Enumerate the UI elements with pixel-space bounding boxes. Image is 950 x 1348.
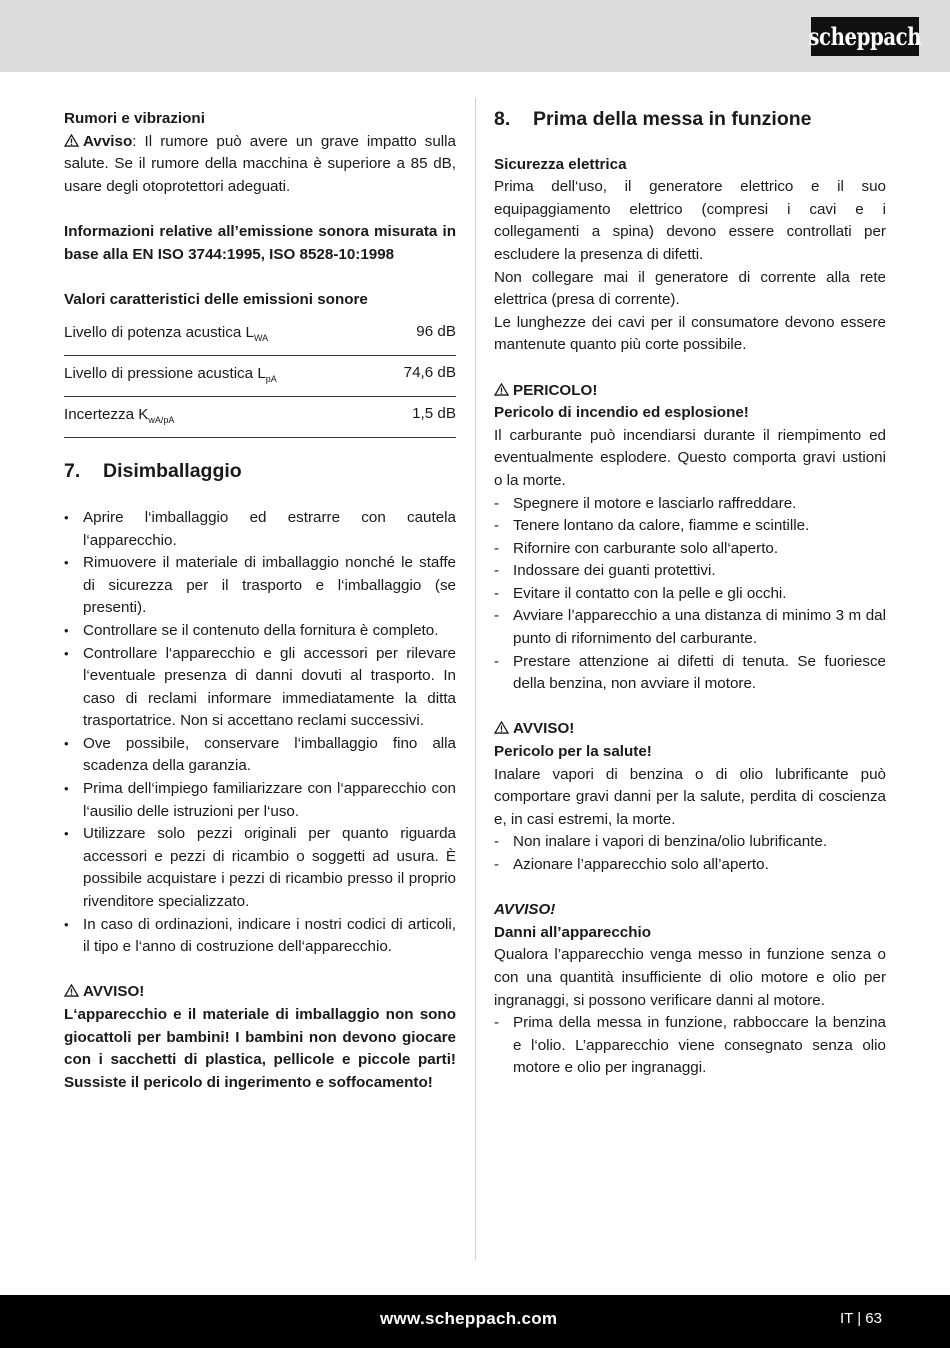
warning-icon	[494, 383, 509, 396]
list-item: - Non inalare i vapori di benzina/olio lubrificante.	[494, 831, 886, 854]
electrical-safety-paragraph: Le lunghezze dei cavi per il consumatore devono essere mantenute quanto più corte possibile.	[494, 313, 886, 354]
noise-warning	[64, 131, 456, 199]
device-list	[494, 1012, 886, 1080]
footer-bar	[0, 1295, 950, 1348]
list-item: - Avviare l’apparecchio a una distanza di minimo 3 m dal punto di rifornimento del carburante.	[494, 605, 886, 650]
list-item: - Spegnere il motore e lasciarlo raffreddare.	[494, 493, 886, 516]
warning-icon	[64, 134, 79, 147]
table-cell-value: 74,6 dB	[379, 356, 456, 397]
list-item: • Aprire l‘imballaggio ed estrarre con cautela l‘apparecchio.	[64, 507, 456, 552]
brand-logo-text: scheppach	[808, 22, 922, 51]
noise-title: Rumori e vibrazioni	[64, 110, 205, 127]
health-list	[494, 831, 886, 876]
list-item: - Azionare l’apparecchio solo all’aperto.	[494, 854, 886, 877]
list-item: - Prestare attenzione ai difetti di tenuta. Se fuoriesce della benzina, non avviare il motore.	[494, 651, 886, 696]
electrical-safety-title: Sicurezza elettrica	[494, 155, 627, 173]
table-row	[64, 356, 456, 397]
warning-icon	[64, 984, 79, 997]
electrical-safety-paragraph: Prima dell‘uso, il generatore elettrico e il suo equipaggiamento elettrico (compresi i cavi e i collegamenti a spina) devono essere controllati per escludere la presenza di difetti.	[494, 178, 886, 263]
section-8-heading	[494, 108, 886, 131]
list-item: - Rifornire con carburante solo all‘aperto.	[494, 538, 886, 561]
list-item: • Controllare l‘apparecchio e gli accessori per rilevare l‘eventuale presenza di danni dovuti al trasporto. In caso di reclami informare immediatamente la ditta trasportatrice. Non si accettano reclami successivi.	[64, 643, 456, 733]
list-item: • Rimuovere il materiale di imballaggio nonché le staffe di sicurezza per il trasporto e l‘imballaggio (se presenti).	[64, 552, 456, 620]
unpacking-list	[64, 507, 456, 959]
health-warning-heading: AVVISO!	[494, 718, 886, 741]
footer-url[interactable]: www.scheppach.com	[380, 1309, 558, 1328]
table-cell-label: Livello di potenza acustica $L_{WA}$	[64, 315, 379, 356]
section-title: Disimballaggio	[103, 460, 242, 483]
section-number: 8.	[494, 108, 511, 130]
list-item: - Prima della messa in funzione, rabboccare la benzina e l‘olio. L’apparecchio viene consegnato senza olio motore e olio per ingranaggi.	[494, 1012, 886, 1080]
header-bar	[0, 0, 950, 72]
noise-warning-label: Avviso	[83, 132, 133, 150]
table-cell-label: Incertezza $K_{wA/pA}$	[64, 397, 379, 438]
danger-heading: PERICOLO!	[494, 380, 886, 403]
packaging-warning-text: L‘apparecchio e il materiale di imballaggio non sono giocattoli per bambini! I bambini non devono giocare con i sacchetti di plastica, pellicole e piccole parti! Sussiste il pericolo di ingerimento e soffocamento!	[64, 1006, 456, 1091]
table-row	[64, 315, 456, 356]
table-cell-label: Livello di pressione acustica $L_{pA}$	[64, 356, 379, 397]
device-warning-title: Danni all’apparecchio	[494, 923, 651, 941]
section-title: Prima della messa in funzione	[533, 108, 812, 130]
health-title: Pericolo per la salute!	[494, 743, 652, 761]
list-item: - Evitare il contatto con la pelle e gli occhi.	[494, 583, 886, 606]
noise-table	[64, 315, 456, 438]
danger-text: Il carburante può incendiarsi durante il riempimento ed eventualmente esplodere. Questo comporta gravi ustioni o la morte.	[494, 426, 886, 489]
right-column	[494, 108, 886, 1080]
electrical-safety-paragraph: Non collegare mai il generatore di corrente alla rete elettrica (presa di corrente).	[494, 268, 886, 309]
table-cell-value: 96 dB	[379, 315, 456, 356]
health-text: Inalare vapori di benzina o di olio lubrificante può comportare gravi danni per la salute, perdita di coscienza e, in casi estremi, la morte.	[494, 765, 886, 828]
section-7-heading	[64, 460, 456, 483]
warning-icon	[494, 721, 509, 734]
emission-info: Informazioni relative all’emissione sonora misurata in base alla EN ISO 3744:1995, ISO 8528-10:1998	[64, 222, 456, 263]
device-warning-label: AVVISO!	[494, 901, 556, 919]
values-title: Valori caratteristici delle emissioni sonore	[64, 290, 368, 308]
danger-title: Pericolo di incendio ed esplosione!	[494, 404, 749, 422]
danger-list	[494, 493, 886, 696]
list-item: • In caso di ordinazioni, indicare i nostri codici di articoli, il tipo e l‘anno di costruzione dell‘apparecchio.	[64, 914, 456, 959]
list-item: • Prima dell‘impiego familiarizzare con l‘apparecchio con l‘ausilio delle istruzioni per l‘uso.	[64, 778, 456, 823]
brand-logo	[808, 17, 922, 56]
column-divider	[475, 98, 476, 1260]
noise-warning-text: : Il rumore può avere un grave impatto sulla salute. Se il rumore della macchina è superiore a 85 dB, usare degli otoprotettori adeguati.	[64, 132, 456, 195]
packaging-warning-heading: AVVISO!	[64, 981, 456, 1004]
page-number: IT | 63	[840, 1310, 882, 1327]
list-item: - Tenere lontano da calore, fiamme e scintille.	[494, 515, 886, 538]
left-column	[64, 108, 456, 1094]
list-item: • Utilizzare solo pezzi originali per quanto riguarda accessori e pezzi di ricambio o soggetti ad usura. È possibile acquistare i pezzi di ricambio presso il proprio rivenditore specializzato.	[64, 823, 456, 913]
section-number: 7.	[64, 460, 81, 483]
device-warning-text: Qualora l’apparecchio venga messo in funzione senza o con una quantità insufficiente di olio motore e olio per ingranaggi, si possono verificare danni al motore.	[494, 946, 886, 1009]
list-item: • Ove possibile, conservare l‘imballaggio fino alla scadenza della garanzia.	[64, 733, 456, 778]
list-item: - Indossare dei guanti protettivi.	[494, 560, 886, 583]
table-cell-value: 1,5 dB	[379, 397, 456, 438]
list-item: • Controllare se il contenuto della fornitura è completo.	[64, 620, 456, 643]
table-row	[64, 397, 456, 438]
